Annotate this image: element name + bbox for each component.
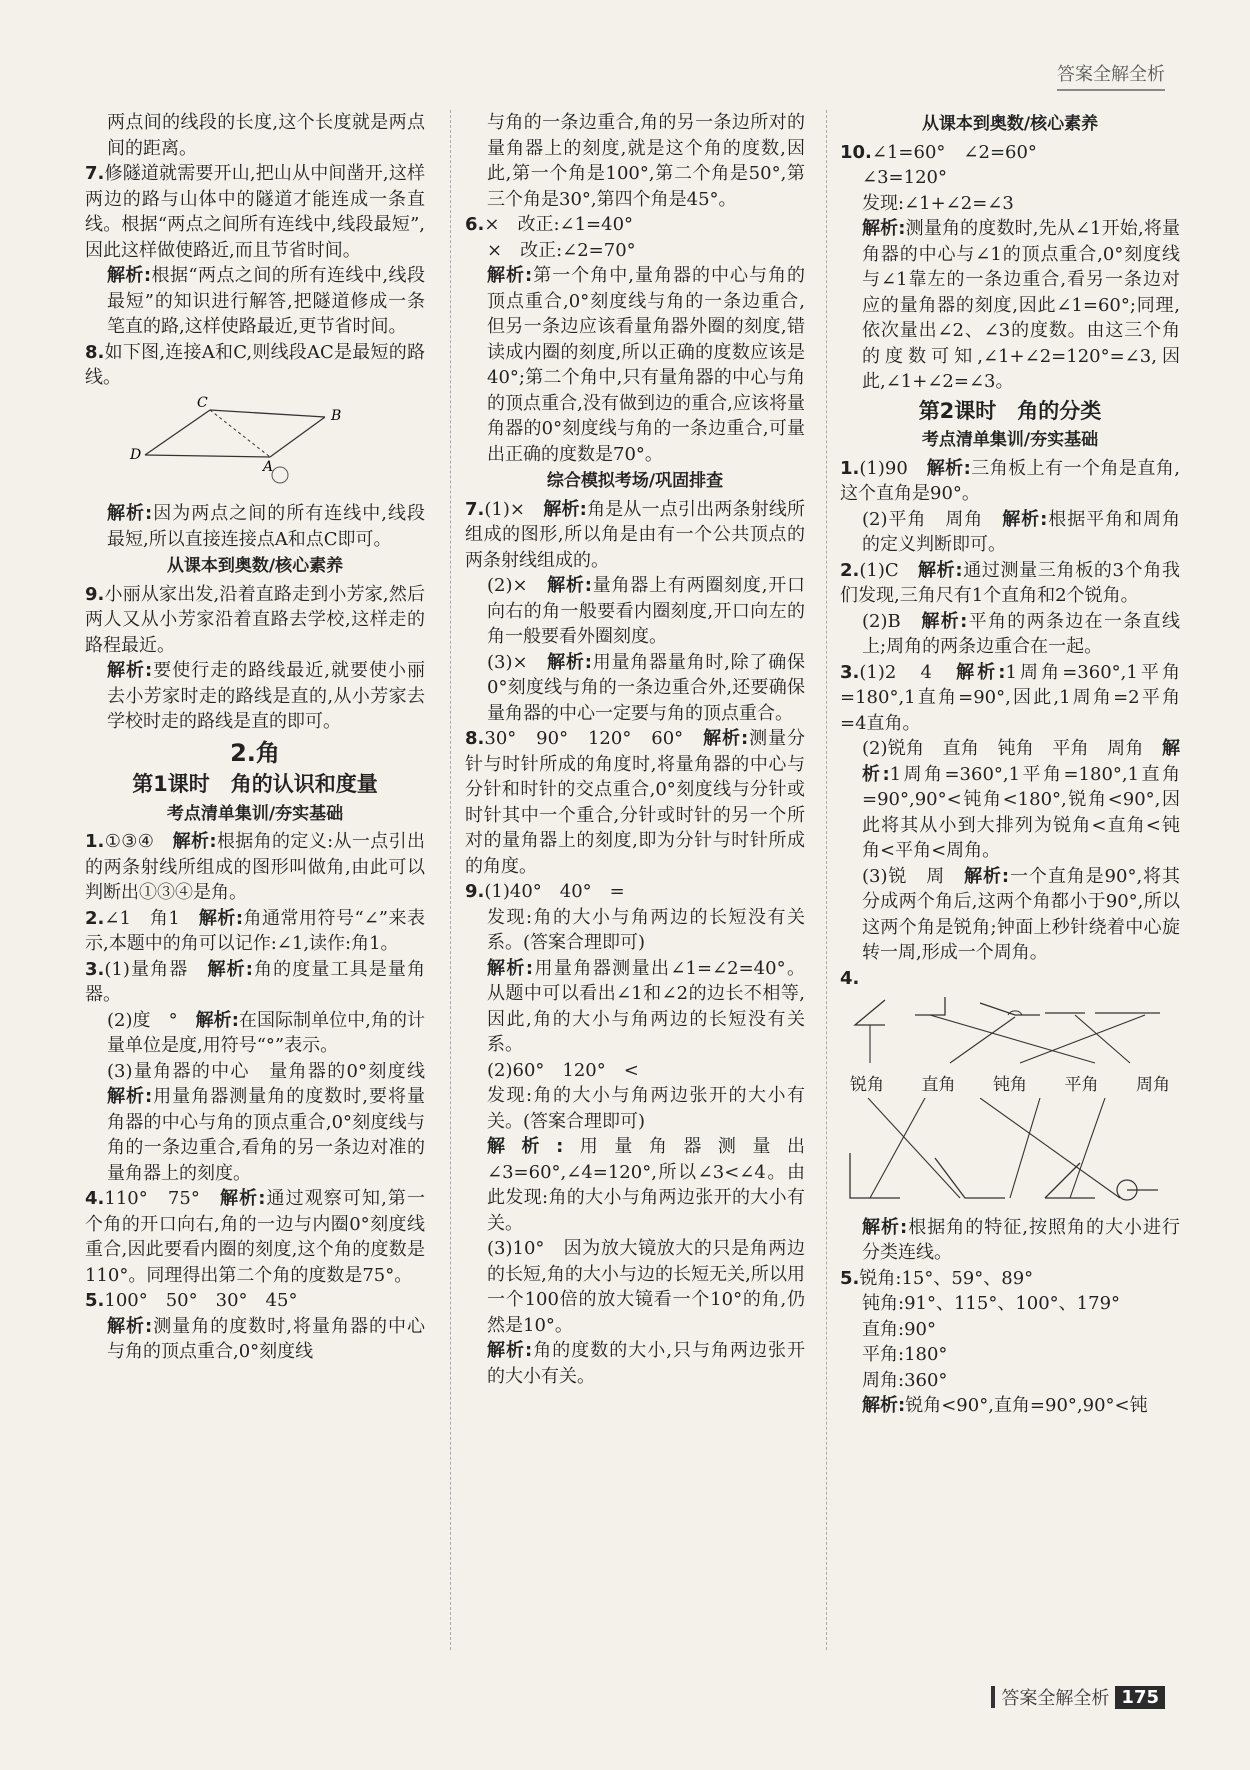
question-9 bbox=[85, 582, 425, 659]
section-heading: 考点清单集训/夯实基础 bbox=[166, 803, 344, 824]
analysis-text: 在国际制单位中,角的计量单位是度,用符号“°”表示。 bbox=[107, 1009, 425, 1056]
finding-text: 发现:角的大小与角两边的长短没有关系。(答案合理即可) bbox=[487, 906, 805, 953]
question-6 bbox=[465, 212, 805, 238]
angle-label: 平角 bbox=[1064, 1074, 1099, 1095]
analysis-label: 解析: bbox=[862, 218, 906, 239]
answer-text: (3)× bbox=[487, 651, 528, 673]
finding-text: 发现:角的大小与角两边张开的大小有关。(答案合理即可) bbox=[487, 1085, 805, 1132]
analysis-text: 根据角的特征,按照角的大小进行分类连线。 bbox=[862, 1216, 1180, 1263]
analysis-text: 平角的两条边在一条直线上;周角的两条边重合在一起。 bbox=[862, 610, 1181, 657]
analysis bbox=[465, 1338, 805, 1389]
analysis bbox=[465, 956, 805, 1058]
analysis-label: 解析: bbox=[547, 575, 592, 596]
point-label-c: C bbox=[197, 394, 208, 411]
analysis-label: 解析: bbox=[207, 958, 253, 980]
column-1 bbox=[85, 110, 425, 1365]
sub-answer bbox=[840, 736, 1180, 864]
question-number: 5. bbox=[85, 1290, 105, 1311]
analysis bbox=[85, 658, 425, 735]
question-number: 4. bbox=[85, 1188, 105, 1209]
page-header: 答案全解全析 bbox=[1057, 60, 1165, 91]
answer-text: ∠1 角1 bbox=[104, 907, 180, 929]
question-7 bbox=[465, 497, 805, 574]
answer-text: (3)锐 周 bbox=[862, 865, 946, 887]
lesson-title: 第2课时 角的分类 bbox=[918, 398, 1102, 423]
answer-text: (1)量角器 bbox=[104, 958, 189, 980]
question-1 bbox=[85, 829, 425, 906]
analysis-label: 解析: bbox=[703, 728, 749, 749]
analysis-label: 解析: bbox=[107, 1315, 153, 1337]
analysis bbox=[840, 1215, 1180, 1266]
question-5 bbox=[85, 1288, 425, 1314]
analysis-label: 解析: bbox=[1002, 508, 1048, 530]
section-heading: 综合模拟考场/巩固排查 bbox=[546, 471, 724, 491]
question-10 bbox=[840, 140, 1180, 166]
sub-answer: (3)10° 因为放大镜放大的只是角两边的长短,角的大小与边的长短无关,所以用一个100倍的放大镜看一个10°的角,仍然是10°。 bbox=[487, 1238, 805, 1336]
angle-labels bbox=[840, 1073, 1180, 1099]
question-number: 10. bbox=[840, 141, 872, 163]
point-label-b: B bbox=[331, 407, 342, 424]
sub-answer bbox=[840, 507, 1180, 558]
page-number: 175 bbox=[1115, 1686, 1165, 1709]
analysis-text: 1周角=360°,1平角=180°,1直角=90°,因此,1周角=2平角=4直角。 bbox=[840, 661, 1180, 734]
lesson-title: 第1课时 角的认识和度量 bbox=[132, 772, 378, 796]
footer-bar bbox=[991, 1686, 995, 1708]
analysis-label: 解析: bbox=[862, 1216, 908, 1238]
analysis-text: 用量角器量角时,除了确保0°刻度线与角的一条边重合外,还要确保量角器的中心一定要与角的顶点重合。 bbox=[487, 651, 805, 724]
answer-text: 30° 90° 120° 60° bbox=[484, 728, 684, 749]
question-7 bbox=[85, 161, 425, 263]
question-2 bbox=[840, 558, 1180, 609]
analysis-text: 根据角的定义:从一点引出的两条射线所组成的图形叫做角,由此可以判断出①③④是角。 bbox=[85, 831, 425, 903]
sub-answer: 周角:360° bbox=[862, 1369, 948, 1391]
question-number: 4. bbox=[840, 967, 860, 989]
answer-text: 如下图,连接A和C,则线段AC是最短的路线。 bbox=[85, 341, 425, 388]
analysis-text: 角通常用符号“∠”来表示,本题中的角可以记作:∠1,读作:角1。 bbox=[85, 907, 426, 954]
analysis-label: 解析: bbox=[926, 457, 971, 479]
point-label-d: D bbox=[130, 446, 142, 463]
analysis-text: 通过观察可知,第一个角的开口向右,角的一边与内圈0°刻度线重合,因此要看内圈的刻度,这个角的度数是110°。同理得出第二个角的度数是75°。 bbox=[85, 1188, 425, 1286]
question-5 bbox=[840, 1266, 1180, 1292]
question-number: 7. bbox=[465, 498, 485, 520]
answer-text: (2)× bbox=[487, 575, 528, 596]
analysis bbox=[85, 1314, 425, 1365]
analysis bbox=[465, 1134, 805, 1236]
question-3 bbox=[840, 660, 1180, 737]
analysis bbox=[840, 1393, 1180, 1419]
point-label-a: A bbox=[263, 458, 274, 475]
analysis-label: 解析: bbox=[172, 831, 217, 852]
question-number: 1. bbox=[85, 831, 105, 852]
question-number: 6. bbox=[465, 214, 485, 235]
sub-answer bbox=[85, 1059, 425, 1187]
sub-answer: 直角:90° bbox=[862, 1318, 936, 1340]
section-heading: 从课本到奥数/核心素养 bbox=[921, 114, 1099, 134]
column-divider bbox=[450, 110, 451, 1650]
analysis-text: 根据“两点之间的所有连线中,线段最短”的知识进行解答,把隧道修成一条笔直的路,这样使路最近,更节省时间。 bbox=[107, 265, 425, 337]
route-diagram bbox=[85, 395, 415, 490]
question-number: 2. bbox=[840, 559, 860, 581]
analysis-text: 用量角器测量出∠3=60°,∠4=120°,所以∠3<∠4。由此发现:角的大小与角两边张开的大小有关。 bbox=[487, 1136, 805, 1234]
angle-shapes-bottom bbox=[840, 1098, 1170, 1203]
column-2 bbox=[465, 110, 805, 1389]
analysis-label: 解析: bbox=[487, 957, 534, 979]
analysis-label: 解析: bbox=[487, 265, 533, 286]
question-number: 2. bbox=[85, 907, 105, 929]
answer-text: 锐角:15°、59°、89° bbox=[859, 1267, 1034, 1289]
analysis-label: 解析: bbox=[921, 610, 968, 632]
analysis-text: 三角板上有一个角是直角,这个直角是90°。 bbox=[840, 457, 1180, 504]
analysis-label: 解析: bbox=[956, 661, 1006, 683]
analysis-text: 一个直角是90°,将其分成两个角后,这两个角都小于90°,所以这两个角是锐角;钟面上秒针绕着中心旋转一周,形成一个周角。 bbox=[862, 865, 1181, 963]
analysis-label: 解析: bbox=[487, 1136, 564, 1157]
answer-text: (1)40° 40° = bbox=[484, 881, 625, 902]
analysis-label: 解析: bbox=[107, 503, 153, 524]
analysis-text: 要使行走的路线最近,就要使小丽去小芳家时走的路线是直的,从小芳家去学校时走的路线是直的即可。 bbox=[107, 660, 425, 732]
footer-label: 答案全解全析 bbox=[1001, 1688, 1110, 1709]
question-number: 1. bbox=[840, 457, 860, 479]
analysis-text: 锐角<90°,直角=90°,90°<钝 bbox=[905, 1395, 1148, 1416]
page-footer bbox=[991, 1684, 1165, 1710]
analysis-text: 角的度数的大小,只与角两边张开的大小有关。 bbox=[487, 1340, 805, 1387]
question-number: 3. bbox=[85, 958, 105, 980]
question-8 bbox=[85, 340, 425, 391]
answer-text: (2)度 ° bbox=[107, 1009, 178, 1031]
answer-text: (2)平角 周角 bbox=[862, 508, 984, 530]
question-number: 5. bbox=[840, 1267, 860, 1289]
section-heading: 考点清单集训/夯实基础 bbox=[921, 430, 1099, 450]
analysis-text: 根据平角和周角的定义判断即可。 bbox=[862, 508, 1181, 555]
answer-text: ∠1=60° ∠2=60° bbox=[871, 141, 1037, 163]
sub-answer: 平角:180° bbox=[862, 1344, 948, 1365]
sub-answer: (2)60° 120° < bbox=[487, 1059, 639, 1081]
question-number: 3. bbox=[840, 661, 860, 683]
sub-answer: 钝角:91°、115°、100°、179° bbox=[862, 1293, 1121, 1314]
question-number: 8. bbox=[85, 341, 105, 363]
analysis-text: 量角器上有两圈刻度,开口向右的角一般要看内圈刻度,开口向左的角一般要看外圈刻度。 bbox=[487, 575, 805, 647]
analysis-text: 测量角的度数时,先从∠1开始,将量角器的中心与∠1的顶点重合,0°刻度线与∠1靠左的一条边重合,看另一条边对应的量角器的刻度,因此∠1=60°;同理,依次量出∠2、∠3的度数。由这三个角的度数可知,∠1+∠2=120°=∠3,因此,∠1+∠2=∠3。 bbox=[862, 218, 1180, 392]
answer-text: × 改正:∠1=40° bbox=[484, 214, 634, 235]
analysis-text: 测量角的度数时,将量角器的中心与角的顶点重合,0°刻度线 bbox=[107, 1315, 425, 1362]
analysis-text: 用量角器测量角的度数时,要将量角器的中心与角的顶点重合,0°刻度线与角的一条边重合,看角的另一条边对准的量角器上的刻度。 bbox=[107, 1086, 425, 1184]
analysis-label: 解析: bbox=[547, 651, 592, 673]
paragraph: 两点间的线段的长度,这个长度就是两点间的距离。 bbox=[107, 112, 425, 159]
sub-answer: × 改正:∠2=70° bbox=[487, 239, 636, 261]
analysis-label: 解析: bbox=[862, 738, 1180, 785]
answer-text: (1)2 4 bbox=[859, 661, 932, 683]
question-number: 7. bbox=[85, 163, 105, 184]
answer-text: (2)锐角 直角 钝角 平角 周角 bbox=[862, 738, 1144, 759]
answer-text: (1)90 bbox=[859, 457, 908, 479]
column-3 bbox=[840, 110, 1180, 1419]
sub-answer bbox=[465, 573, 805, 650]
question-number: 9. bbox=[465, 881, 485, 902]
finding-text: 发现:∠1+∠2=∠3 bbox=[862, 192, 1014, 214]
answer-text: 110° 75° bbox=[104, 1188, 200, 1209]
answer-text: ①③④ bbox=[104, 831, 155, 852]
sub-answer: ∠3=120° bbox=[862, 167, 947, 188]
analysis-label: 解析: bbox=[195, 1009, 239, 1031]
analysis bbox=[85, 501, 425, 552]
sub-answer bbox=[840, 864, 1180, 966]
analysis-label: 解析: bbox=[107, 265, 152, 286]
analysis-text: 角是从一点引出两条射线所组成的图形,所以角是由有一个公共顶点的两条射线组成的。 bbox=[465, 498, 806, 571]
answer-text: 修隧道就需要开山,把山从中间凿开,这样两边的路与山体中的隧道才能连成一条直线。根据“两点之间所有连线中,线段最短”,因此这样做使路近,而且节省时间。 bbox=[85, 163, 425, 261]
analysis-label: 解析: bbox=[918, 559, 963, 581]
column-divider bbox=[826, 110, 827, 1650]
angle-label: 直角 bbox=[921, 1074, 956, 1095]
question-8 bbox=[465, 726, 805, 879]
analysis-label: 解析: bbox=[862, 1395, 906, 1416]
sub-answer bbox=[840, 609, 1180, 660]
question-9 bbox=[465, 879, 805, 905]
answer-text: 小丽从家出发,沿着直路走到小芳家,然后两人又从小芳家沿着直路去学校,这样走的路程最近。 bbox=[85, 583, 425, 656]
question-number: 8. bbox=[465, 728, 485, 749]
angle-shapes-top bbox=[840, 995, 1170, 1065]
section-heading: 从课本到奥数/核心素养 bbox=[166, 556, 344, 576]
analysis-label: 解析: bbox=[198, 907, 244, 929]
analysis-text: 角的度量工具是量角器。 bbox=[85, 958, 426, 1005]
analysis-text: 因为两点之间的所有连线中,线段最短,所以直接连接点A和点C即可。 bbox=[107, 503, 425, 550]
chapter-title: 2.角 bbox=[230, 738, 280, 767]
route-figure bbox=[85, 395, 425, 498]
question-4 bbox=[840, 966, 1180, 992]
analysis-label: 解析: bbox=[107, 660, 153, 681]
analysis bbox=[85, 263, 425, 340]
analysis-text: 测量分针与时针所成的角度时,将量角器的中心与分针和时针的交点重合,0°刻度线与分针或时针其中一个重合,分针或时针的另一个所对的量角器上的刻度,即为分针与时针所成的角度。 bbox=[465, 728, 806, 877]
question-3 bbox=[85, 957, 425, 1008]
analysis-label: 解析: bbox=[220, 1188, 266, 1209]
analysis-label: 解析: bbox=[543, 498, 587, 520]
sub-answer bbox=[465, 650, 805, 727]
person-icon bbox=[272, 467, 288, 483]
analysis-label: 解析: bbox=[487, 1340, 533, 1361]
answer-text: (1)× bbox=[484, 498, 525, 520]
question-4 bbox=[85, 1186, 425, 1288]
question-number: 9. bbox=[85, 583, 105, 605]
analysis-text: 1周角=360°,1平角=180°,1直角=90°,90°<钝角<180°,锐角<90°,因此将其从小到大排列为锐角<直角<钝角<平角<周角。 bbox=[862, 763, 1180, 861]
angle-matching-figure bbox=[840, 995, 1180, 1211]
answer-text: (3)量角器的中心 量角器的0°刻度线 bbox=[107, 1060, 425, 1082]
analysis bbox=[465, 263, 805, 467]
analysis-text: 通过测量三角板的3个角我们发现,三角尺有1个直角和2个锐角。 bbox=[840, 559, 1181, 606]
sub-answer bbox=[85, 1008, 425, 1059]
answer-text: 100° 50° 30° 45° bbox=[104, 1290, 298, 1311]
answer-text: (2)B bbox=[862, 610, 901, 632]
analysis-label: 解析: bbox=[107, 1086, 153, 1107]
analysis-text: 用量角器测量出∠1=∠2=40°。从题中可以看出∠1和∠2的边长不相等,因此,角的大小与角两边的长短没有关系。 bbox=[487, 957, 805, 1055]
angle-label: 周角 bbox=[1136, 1074, 1170, 1095]
analysis-text: 第一个角中,量角器的中心与角的顶点重合,0°刻度线与角的一条边重合,但另一条边应该看量角器外圈的刻度,错读成内圈的刻度,所以正确的度数应该是40°;第二个角中,只有量角器的中心与角的顶点重合,没有做到边的重合,应该将量角器的0°刻度线与角的一条边重合,可量出正确的度数是70°。 bbox=[487, 265, 805, 465]
paragraph: 与角的一条边重合,角的另一条边所对的量角器上的刻度,就是这个角的度数,因此,第一个角是100°,第二个角是50°,第三个角是30°,第四个角是45°。 bbox=[487, 112, 805, 210]
analysis-label: 解析: bbox=[964, 865, 1010, 887]
angle-label: 钝角 bbox=[993, 1074, 1027, 1095]
analysis bbox=[840, 216, 1180, 395]
answer-text: (1)C bbox=[859, 559, 899, 581]
question-1 bbox=[840, 456, 1180, 507]
angle-label: 锐角 bbox=[850, 1074, 884, 1095]
question-2 bbox=[85, 906, 425, 957]
